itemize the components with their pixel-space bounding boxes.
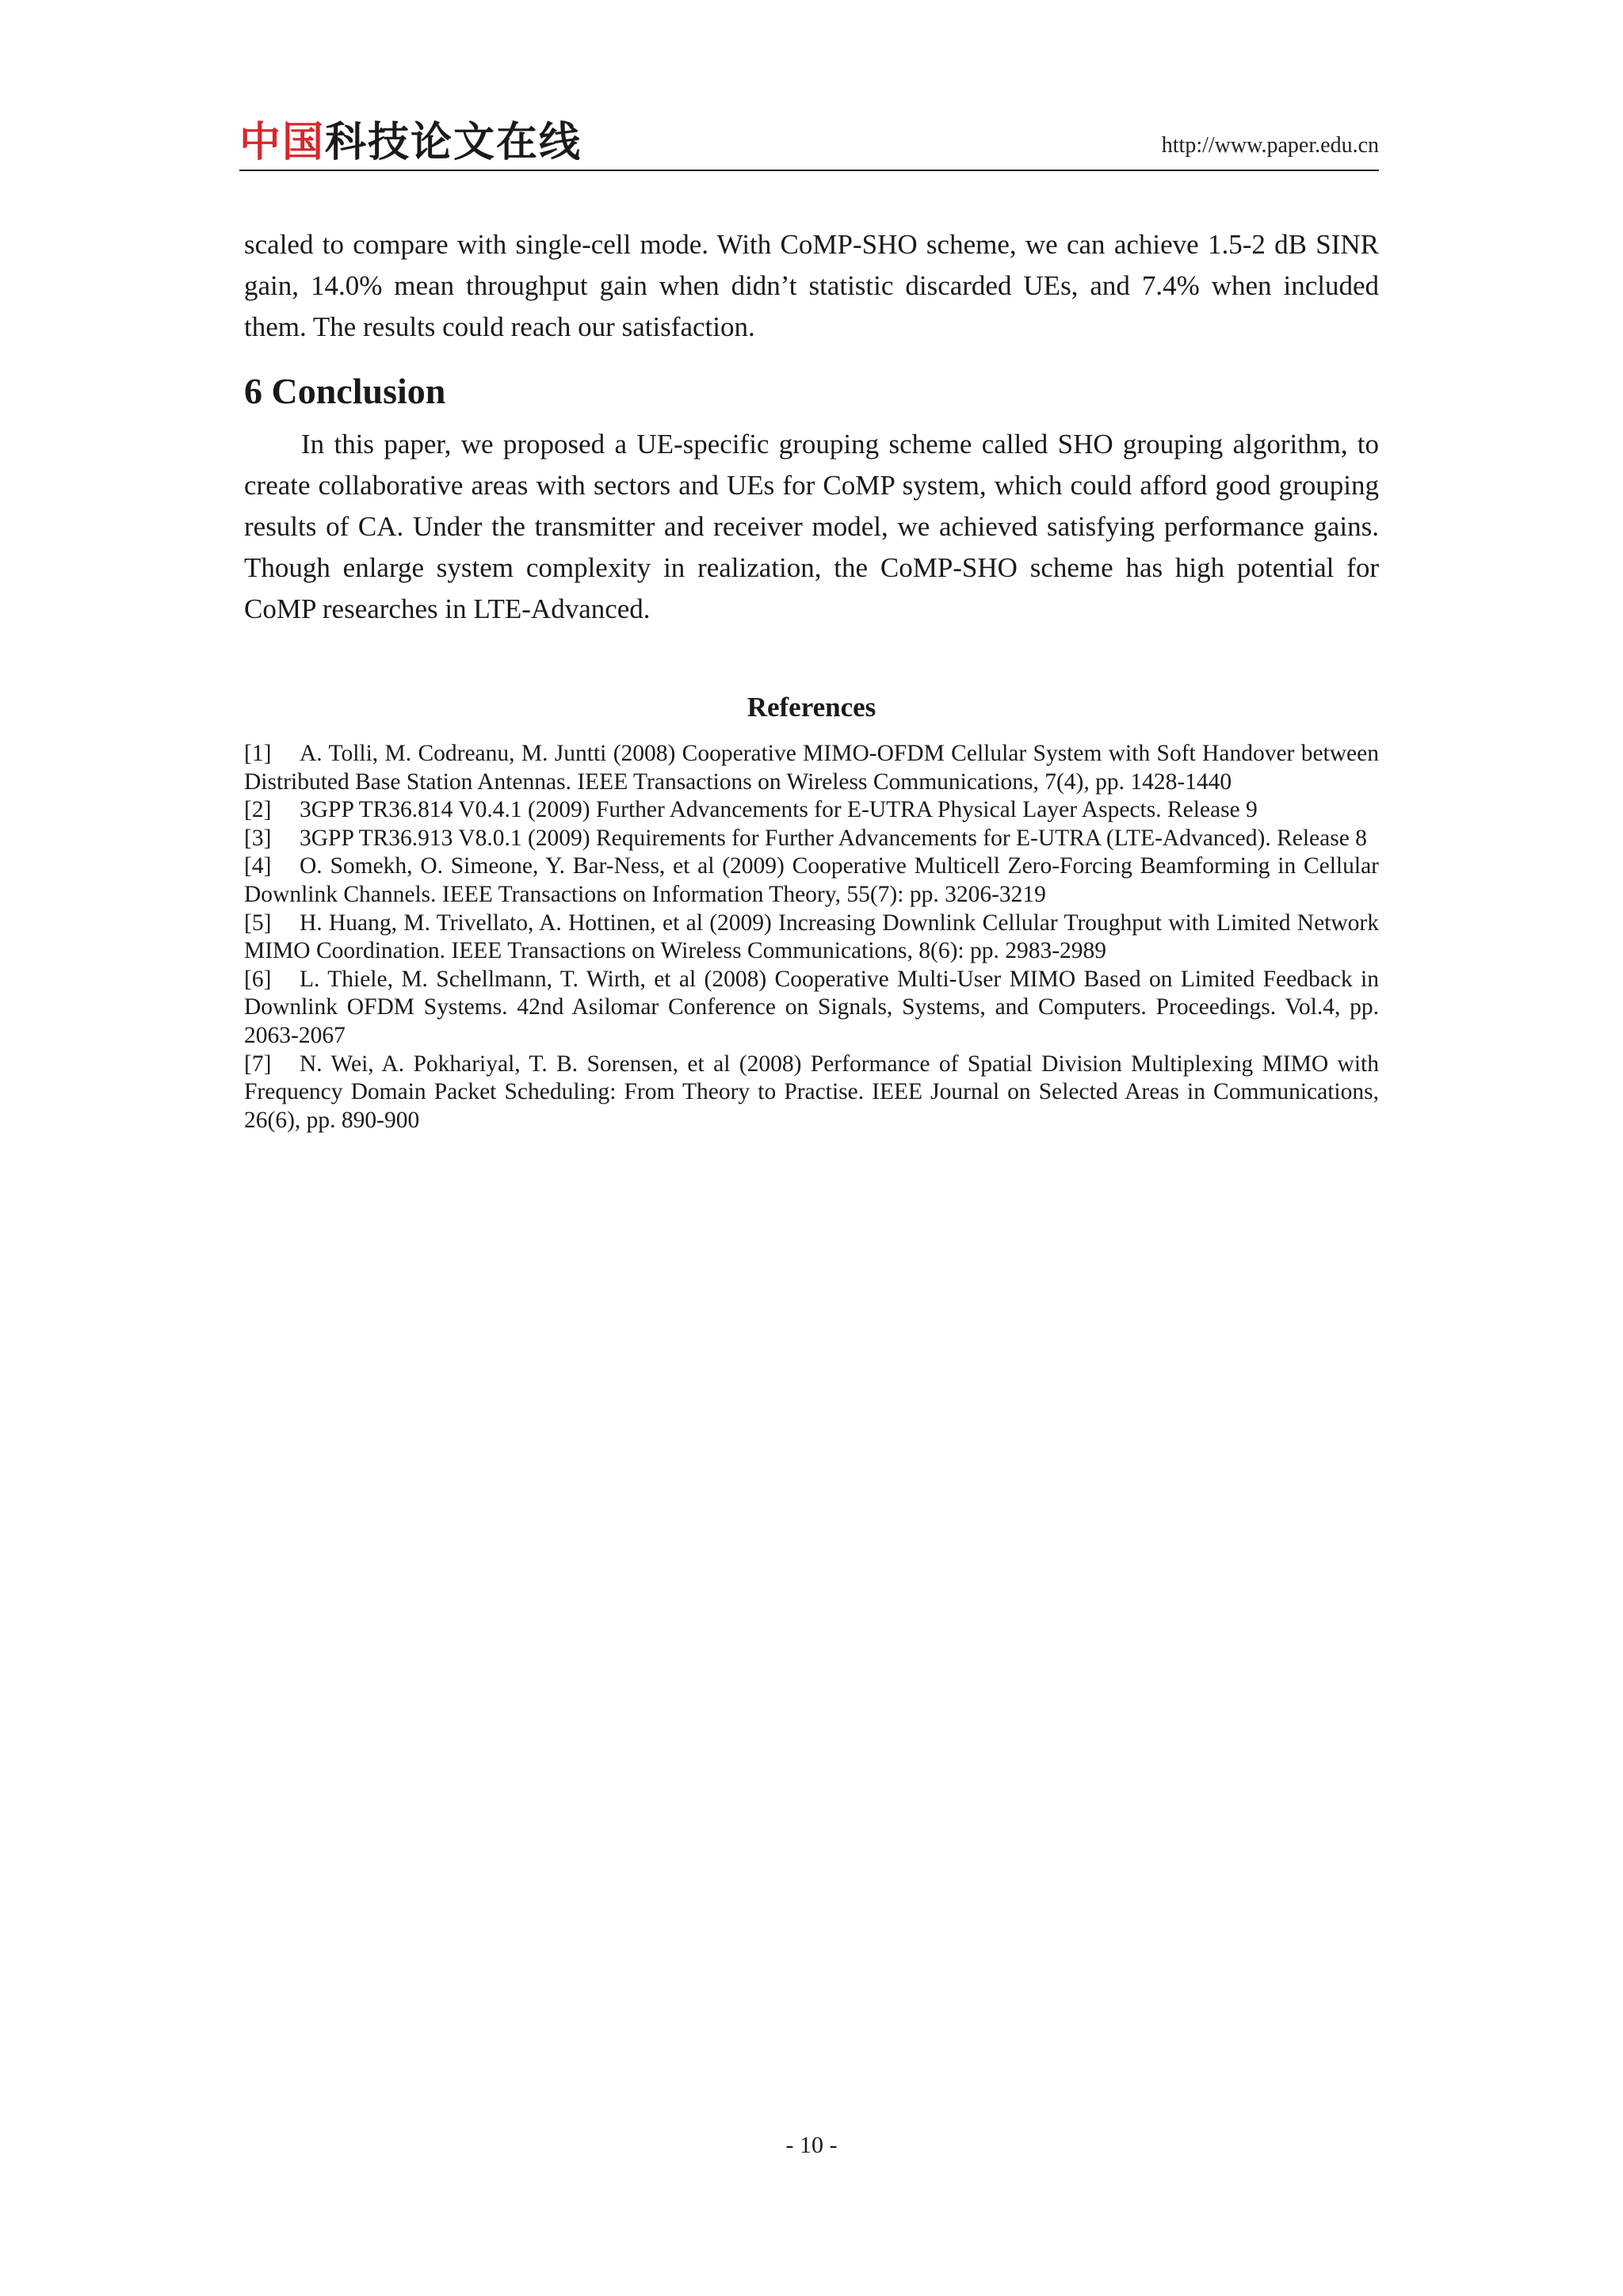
conclusion-paragraph: In this paper, we proposed a UE-specific grouping scheme called SHO grouping algorithm, to create collaborative areas with sectors and UEs for CoMP system, which could afford good grouping results of CA. Under the transmitter and receiver model, we achieved satisfying performance gains. Though enlarge system complexity in realization, the CoMP-SHO scheme has high potential for CoMP researches in LTE-Advanced. (244, 429, 1379, 624)
reference-text: O. Somekh, O. Simeone, Y. Bar-Ness, et al (2009) Cooperative Multicell Zero-Forcing Beamforming in Cellular Downlink Channels. IEEE Transactions on Information Theory, 55(7): pp. 3206-3219 (244, 853, 1379, 907)
continuation-paragraph: scaled to compare with single-cell mode. With CoMP-SHO scheme, we can achieve 1.5-2 dB SINR gain, 14.0% mean throughput gain when didn’t statistic discarded UEs, and 7.4% when included them. The results could reach our satisfaction. (244, 229, 1379, 342)
references-heading: References (747, 692, 876, 723)
reference-text: L. Thiele, M. Schellmann, T. Wirth, et al (2008) Cooperative Multi-User MIMO Based on Limited Feedback in Downlink OFDM Systems. 42nd Asilomar Conference on Signals, Systems, and Computers. Proceedings. Vol.4, pp. 2063-2067 (244, 966, 1379, 1048)
reference-item (244, 1051, 1379, 1135)
page-number: - 10 - (785, 2132, 838, 2158)
reference-item (244, 740, 1379, 796)
reference-text: 3GPP TR36.913 V8.0.1 (2009) Requirements for Further Advancements for E-UTRA (LTE-Advanced). Release 8 (300, 825, 1367, 851)
reference-item (244, 825, 1379, 853)
reference-item (244, 852, 1379, 909)
reference-text: 3GPP TR36.814 V0.4.1 (2009) Further Advancements for E-UTRA Physical Layer Aspects. Release 9 (300, 797, 1258, 823)
references-list (244, 740, 1379, 1135)
reference-number: [3] (244, 825, 272, 851)
reference-item (244, 910, 1379, 966)
reference-number: [1] (244, 741, 272, 766)
page-header (239, 119, 1379, 171)
reference-number: [6] (244, 966, 272, 992)
site-logo (239, 120, 582, 165)
header-url: http://www.paper.edu.cn (1161, 133, 1379, 158)
reference-item (244, 796, 1379, 825)
logo-text-dark: 科技论文在线 (325, 119, 582, 166)
reference-number: [5] (244, 910, 272, 936)
reference-number: [7] (244, 1051, 272, 1077)
section-heading: 6 Conclusion (244, 371, 446, 411)
reference-text: A. Tolli, M. Codreanu, M. Juntti (2008) Cooperative MIMO-OFDM Cellular System with Soft Handover between Distributed Base Station Antennas. IEEE Transactions on Wireless Communications, 7(4), pp. 1428-1440 (244, 741, 1379, 795)
reference-number: [4] (244, 853, 272, 879)
reference-text: H. Huang, M. Trivellato, A. Hottinen, et al (2009) Increasing Downlink Cellular Troughput with Limited Network MIMO Coordination. IEEE Transactions on Wireless Communications, 8(6): pp. 2983-2989 (244, 910, 1379, 964)
reference-number: [2] (244, 797, 272, 823)
reference-item (244, 966, 1379, 1051)
reference-text: N. Wei, A. Pokhariyal, T. B. Sorensen, et al (2008) Performance of Spatial Division Multiplexing MIMO with Frequency Domain Packet Scheduling: From Theory to Practise. IEEE Journal on Selected Areas in Communications, 26(6), pp. 890-900 (244, 1051, 1379, 1133)
logo-text-red: 中国 (239, 119, 326, 166)
